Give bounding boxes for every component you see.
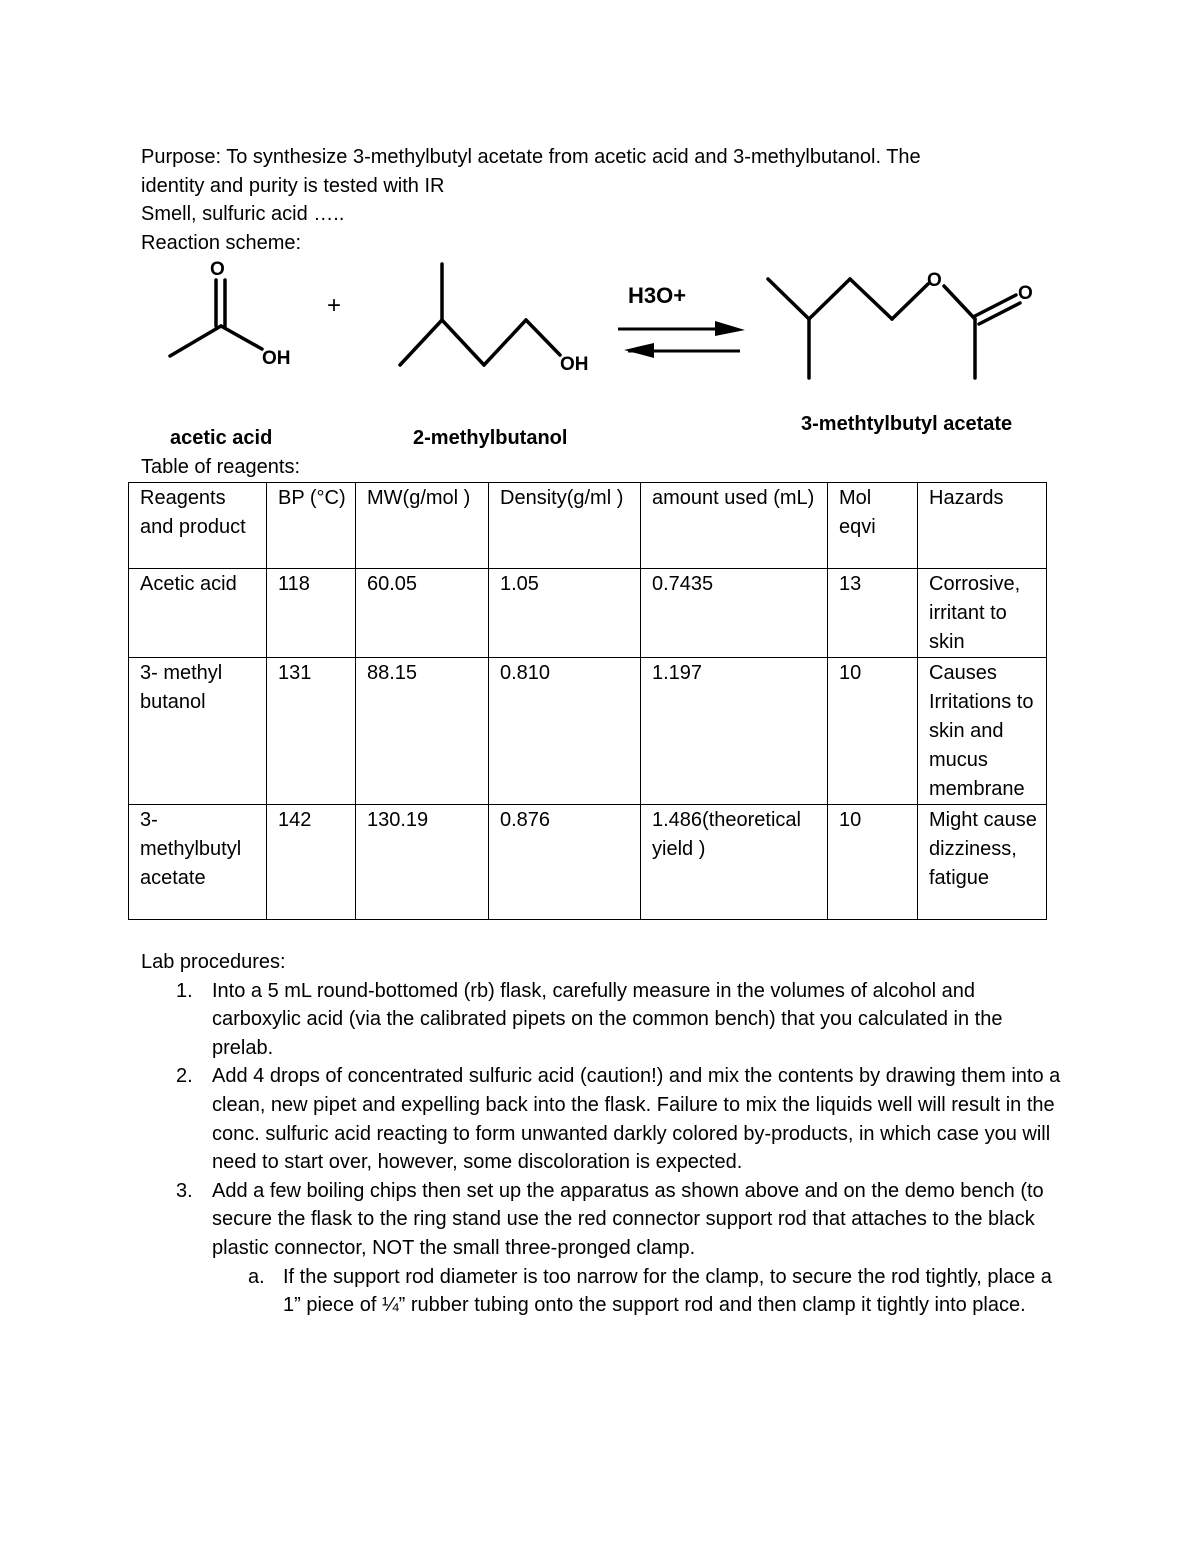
header-cell: Mol eqvi bbox=[828, 483, 918, 569]
table-cell: Causes Irritations to skin and mucus membrane bbox=[918, 658, 1047, 805]
table-title: Table of reagents: bbox=[141, 456, 300, 478]
table-cell: Corrosive, irritant to skin bbox=[918, 569, 1047, 658]
table-cell: 1.197 bbox=[641, 658, 828, 805]
purpose-line: Smell, sulfuric acid ….. bbox=[141, 203, 345, 225]
step-text: Into a 5 mL round-bottomed (rb) flask, carefully measure in the volumes of alcohol and carboxylic acid (via the calibrated pipets on the common bench) that you calculated in the prelab. bbox=[212, 979, 1003, 1059]
product-label: 3-methtylbutyl acetate bbox=[801, 413, 1013, 435]
header-cell: Density(g/ml ) bbox=[489, 483, 641, 569]
table-cell: 0.876 bbox=[489, 805, 641, 920]
purpose-line: identity and purity is tested with IR bbox=[141, 174, 445, 197]
table-cell: 142 bbox=[267, 805, 356, 920]
table-cell: 131 bbox=[267, 658, 356, 805]
hydroxyl-group: OH bbox=[560, 354, 589, 375]
header-cell: Hazards bbox=[918, 483, 1047, 569]
procedure-step bbox=[141, 1177, 1061, 1320]
acetic-acid-structure bbox=[170, 259, 291, 369]
procedure-step bbox=[141, 977, 1061, 1063]
procedures-heading: Lab procedures: bbox=[141, 951, 286, 973]
substep-text: If the support rod diameter is too narrow for the clamp, to secure the rod tightly, place a 1” piece of ¼” rubber tubing onto the support rod and then clamp it tightly into place. bbox=[283, 1265, 1052, 1317]
table-row bbox=[129, 569, 1047, 658]
step-number: 1. bbox=[176, 979, 193, 1002]
table-cell: 10 bbox=[828, 658, 918, 805]
catalyst-label: H3O+ bbox=[628, 283, 687, 308]
step-text: Add a few boiling chips then set up the apparatus as shown above and on the demo bench (to secure the flask to the ring stand use the red connector support rod that attaches to the black plastic connector, NOT the small three-pronged clamp. bbox=[212, 1179, 1044, 1259]
header-cell: Reagents and product bbox=[129, 483, 267, 569]
header-cell: MW(g/mol ) bbox=[356, 483, 489, 569]
oxygen-atom: O bbox=[927, 270, 942, 291]
procedure-substeps bbox=[212, 1263, 1061, 1320]
table-cell: 130.19 bbox=[356, 805, 489, 920]
hydroxyl-group: OH bbox=[262, 348, 291, 369]
reagents-table bbox=[128, 482, 1047, 920]
purpose-section bbox=[141, 143, 1041, 257]
acetic-acid-label: acetic acid bbox=[170, 427, 273, 449]
table-cell: 0.7435 bbox=[641, 569, 828, 658]
procedure-substep bbox=[212, 1263, 1061, 1320]
step-number: 2. bbox=[176, 1065, 193, 1088]
reaction-scheme-heading: Reaction scheme: bbox=[141, 231, 302, 254]
step-text: Add 4 drops of concentrated sulfuric acid (caution!) and mix the contents by drawing them into a clean, new pipet and expelling back into the flask. Failure to mix the liquids well will result in the conc. sulfuric acid reacting to form unwanted darkly colored by-products, in which case you will need to start over, however, some discoloration is expected. bbox=[212, 1065, 1061, 1174]
table-cell: 118 bbox=[267, 569, 356, 658]
table-cell: Might cause dizziness, fatigue bbox=[918, 805, 1047, 920]
table-cell: Acetic acid bbox=[129, 569, 267, 658]
oxygen-atom: O bbox=[210, 259, 225, 280]
methylbutyl-acetate-structure bbox=[768, 270, 1033, 378]
lab-procedures bbox=[141, 948, 1061, 1320]
table-row bbox=[129, 658, 1047, 805]
table-cell: 10 bbox=[828, 805, 918, 920]
oxygen-atom: O bbox=[1018, 283, 1033, 304]
step-number: 3. bbox=[176, 1179, 193, 1202]
table-row bbox=[129, 805, 1047, 920]
purpose-line: Purpose: To synthesize 3-methylbutyl acetate from acetic acid and 3-methylbutanol. The bbox=[141, 146, 921, 168]
procedure-step bbox=[141, 1062, 1061, 1176]
table-cell: 88.15 bbox=[356, 658, 489, 805]
table-cell: 13 bbox=[828, 569, 918, 658]
table-cell: 3- methyl butanol bbox=[129, 658, 267, 805]
plus-sign: + bbox=[327, 292, 342, 319]
table-header-row bbox=[129, 483, 1047, 569]
methylbutanol-structure bbox=[400, 264, 589, 375]
methylbutanol-label: 2-methylbutanol bbox=[413, 427, 568, 449]
header-cell: BP (°C) bbox=[267, 483, 356, 569]
table-cell: 60.05 bbox=[356, 569, 489, 658]
substep-letter: a. bbox=[248, 1265, 265, 1288]
procedure-steps bbox=[141, 977, 1061, 1320]
header-cell: amount used (mL) bbox=[641, 483, 828, 569]
table-cell: 1.05 bbox=[489, 569, 641, 658]
table-cell: 1.486(theoretical yield ) bbox=[641, 805, 828, 920]
table-cell: 0.810 bbox=[489, 658, 641, 805]
table-cell: 3- methylbutyl acetate bbox=[129, 805, 267, 920]
equilibrium-arrows-icon bbox=[618, 321, 745, 358]
